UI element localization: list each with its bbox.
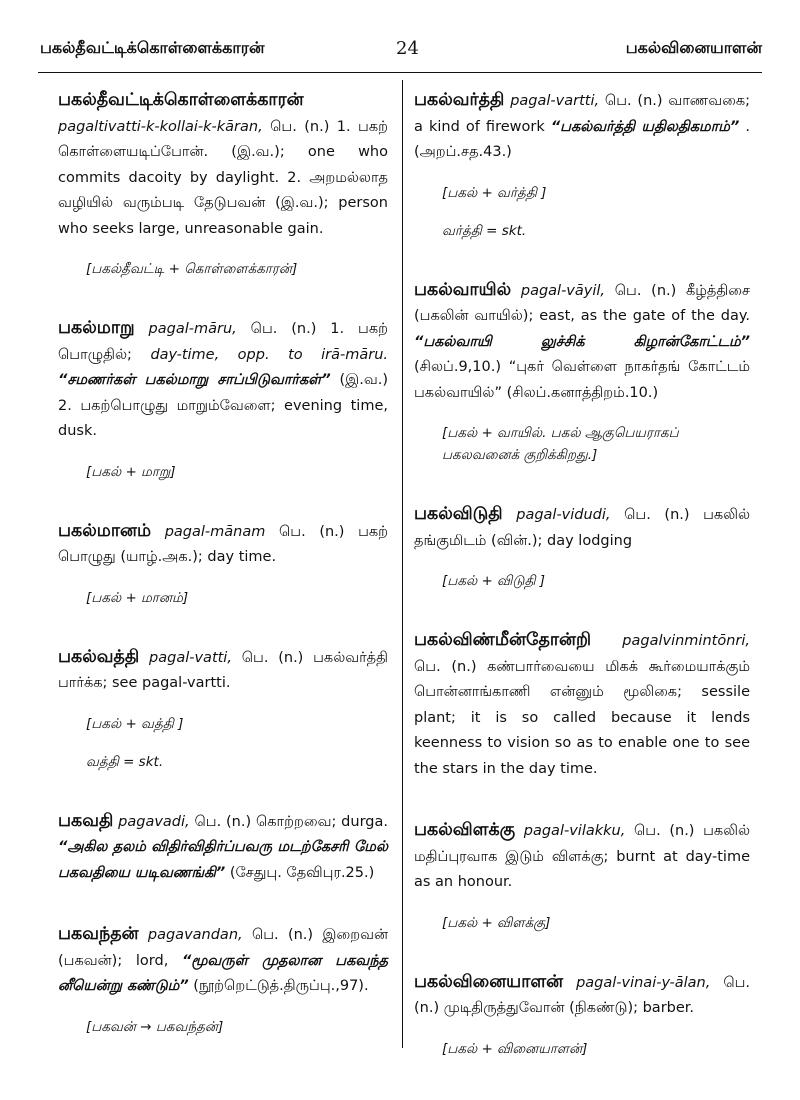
headword: பகல்தீவட்டிக்கொள்ளைக்காரன் bbox=[58, 90, 304, 110]
dictionary-entry bbox=[58, 519, 388, 609]
entry-text bbox=[414, 970, 750, 1022]
dictionary-entry bbox=[414, 970, 750, 1060]
entry-text bbox=[58, 316, 388, 445]
etymology-note: [பகல் + வத்தி ] bbox=[86, 715, 184, 732]
etymology-note: [பகல் + வாயில். பகல் ஆகுபெயராகப் பகலவனைக் குறிக்கிறது.] bbox=[442, 425, 679, 463]
etymology-note: [பகல் + விளக்கு] bbox=[442, 914, 551, 931]
definition-lead: பெ. (n.) 1. பகற் பொழுதில்; bbox=[58, 321, 388, 363]
definition: பெ. (n.) முடிதிருத்துவோன் (நிகண்டு); barber. bbox=[414, 974, 750, 1016]
left-column bbox=[58, 88, 388, 1074]
transliteration: pagal-vatti, bbox=[149, 649, 232, 666]
etymology-note: வர்த்தி = skt. bbox=[442, 222, 527, 239]
etymology-note: [பகல் + மாறு] bbox=[86, 463, 176, 480]
entry-text bbox=[58, 922, 388, 1000]
headword: பகல்வர்த்தி bbox=[414, 90, 505, 110]
dictionary-entry bbox=[58, 316, 388, 483]
transliteration: pagal-māru, bbox=[148, 321, 237, 337]
entry-text bbox=[58, 645, 388, 697]
transliteration: pagal-vinai-y-ālan, bbox=[576, 974, 711, 991]
transliteration: pagaltivatti-k-kollai-k-kāran, bbox=[58, 118, 263, 135]
entry-text bbox=[58, 88, 388, 242]
definition: (நூற்றெட்டுத்.திருப்பு.,97). bbox=[193, 978, 369, 994]
entry-text bbox=[414, 502, 750, 554]
entry-text bbox=[414, 628, 750, 782]
entry-text bbox=[414, 818, 750, 896]
definition: பெ. (n.) பகலில் தங்குமிடம் (வின்.); day lodging bbox=[414, 507, 751, 549]
dictionary-entry bbox=[58, 922, 388, 1038]
etymology-note: வத்தி = skt. bbox=[86, 753, 164, 770]
definition-lead: பெ. (n.) இறைவன் (பகவன்); lord, bbox=[58, 927, 389, 969]
headword: பகல்மாறு bbox=[58, 318, 135, 338]
definition-lead: பெ. (n.) கீழ்த்திசை (பகலின் வாயில்); east, as the gate of the day. bbox=[414, 282, 751, 324]
citation-quote: “பகல்வாயி லுச்சிக் கிழான்கோட்டம்” bbox=[414, 333, 750, 350]
etymology-note: [பகல் + மானம்] bbox=[86, 589, 189, 606]
definition: பெ. (n.) கண்பார்வையை மிகக் கூர்மையாக்கும் பொன்னாங்காணி என்னும் மூலிகை; sessile plant; it is so called because it lends keenness to vision so as to enable one to see the stars in the day time. bbox=[414, 658, 750, 777]
headword: பகல்வினையாளன் bbox=[414, 971, 564, 992]
entry-text bbox=[414, 278, 750, 407]
etymology-note: [பகல் + வினையாளன்] bbox=[442, 1040, 588, 1057]
dictionary-entry bbox=[58, 88, 388, 280]
definition: . (அறப்.சத.43.) bbox=[414, 118, 751, 160]
definition: (இ.வ.) 2. பகற்பொழுது மாறும்வேளை; evening time, dusk. bbox=[58, 372, 388, 439]
entry-text bbox=[58, 809, 388, 887]
definition-lead: பெ. (n.) வாணவகை; a kind of firework bbox=[414, 93, 751, 135]
dictionary-entry bbox=[414, 628, 750, 782]
definition: (சேதுபு. தேவிபுர.25.) bbox=[229, 864, 375, 881]
definition-lead: பெ. (n.) கொற்றவை; durga. bbox=[194, 813, 388, 830]
headword: பகல்மானம் bbox=[58, 520, 152, 541]
definition: பெ. (n.) பகற் பொழுது (யாழ்.அக.); day time. bbox=[58, 523, 389, 565]
header-rule bbox=[38, 72, 762, 73]
citation-quote: “அகில தலம் விதிர்விதிர்ப்பவரு மடற்கேசரி மேல் பகவதியை யடிவணங்கி” bbox=[58, 839, 388, 881]
entry-text bbox=[414, 88, 750, 166]
definition: பெ. (n.) 1. பகற் கொள்ளையடிப்போன். (இ.வ.); one who commits dacoity by daylight. 2. அறமல்லாத வழியில் வரும்படி தேடுபவன் (இ.வ.); person who seeks large, unreasonable gain. bbox=[58, 118, 388, 237]
etymology-note: [பகல்தீவட்டி + கொள்ளைக்காரன்] bbox=[86, 261, 298, 277]
transliteration: pagal-vartti, bbox=[510, 93, 600, 109]
english-gloss: day-time, opp. to irā-māru. bbox=[150, 346, 388, 363]
headword: பகல்விளக்கு bbox=[414, 820, 516, 840]
column-divider bbox=[402, 80, 403, 1048]
transliteration: pagal-vilakku, bbox=[523, 823, 626, 839]
running-head-right: பகல்வினையாளன் bbox=[625, 38, 762, 57]
transliteration: pagal-vidudi, bbox=[516, 507, 611, 523]
definition: பெ. (n.) பகலில் மதிப்புரவாக இடும் விளக்கு; burnt at day-time as an honour. bbox=[414, 823, 751, 890]
transliteration: pagavadi, bbox=[118, 813, 190, 830]
headword: பகவந்தன் bbox=[58, 924, 139, 944]
definition: (சிலப்.9,10.) “புகர் வெள்ளை நாகர்தங் கோட்டம் பகல்வாயில்” (சிலப்.கனாத்திறம்.10.) bbox=[414, 359, 750, 401]
running-head-left: பகல்தீவட்டிக்கொள்ளைக்காரன் bbox=[40, 38, 265, 57]
etymology-note: [பகல் + வர்த்தி ] bbox=[442, 184, 547, 201]
headword: பகல்வாயில் bbox=[414, 279, 512, 300]
citation-quote: “மூவருள் முதலான பகவந்த னீயென்று கண்டும்” bbox=[58, 952, 388, 994]
headword: பகல்விண்மீன்தோன்றி bbox=[414, 630, 592, 650]
transliteration: pagalvinmintōnri, bbox=[622, 633, 750, 649]
etymology-note: [பகல் + விடுதி ] bbox=[442, 573, 546, 589]
transliteration: pagal-mānam bbox=[164, 523, 266, 540]
definition: பெ. (n.) பகல்வர்த்தி பார்க்க; see pagal-vartti. bbox=[58, 649, 389, 691]
page-number: 24 bbox=[396, 38, 419, 59]
transliteration: pagavandan, bbox=[147, 927, 243, 943]
dictionary-entry bbox=[414, 818, 750, 934]
dictionary-entry bbox=[58, 645, 388, 773]
etymology-note: [பகவன் → பகவந்தன்] bbox=[86, 1018, 224, 1035]
transliteration: pagal-vāyil, bbox=[520, 282, 606, 299]
headword: பகல்விடுதி bbox=[414, 504, 503, 524]
dictionary-entry bbox=[414, 278, 750, 467]
headword: பகவதி bbox=[58, 810, 114, 831]
citation-quote: “பகல்வர்த்தி யதிலதிகமாம்” bbox=[550, 118, 740, 135]
entry-text bbox=[58, 519, 388, 571]
page-header bbox=[40, 38, 762, 64]
citation-quote: “சமணர்கள் பகல்மாறு சாப்பிடுவார்கள்” bbox=[58, 372, 331, 388]
dictionary-entry bbox=[414, 88, 750, 242]
right-column bbox=[414, 88, 750, 1096]
dictionary-entry bbox=[414, 502, 750, 592]
headword: பகல்வத்தி bbox=[58, 646, 140, 667]
dictionary-entry bbox=[58, 809, 388, 887]
